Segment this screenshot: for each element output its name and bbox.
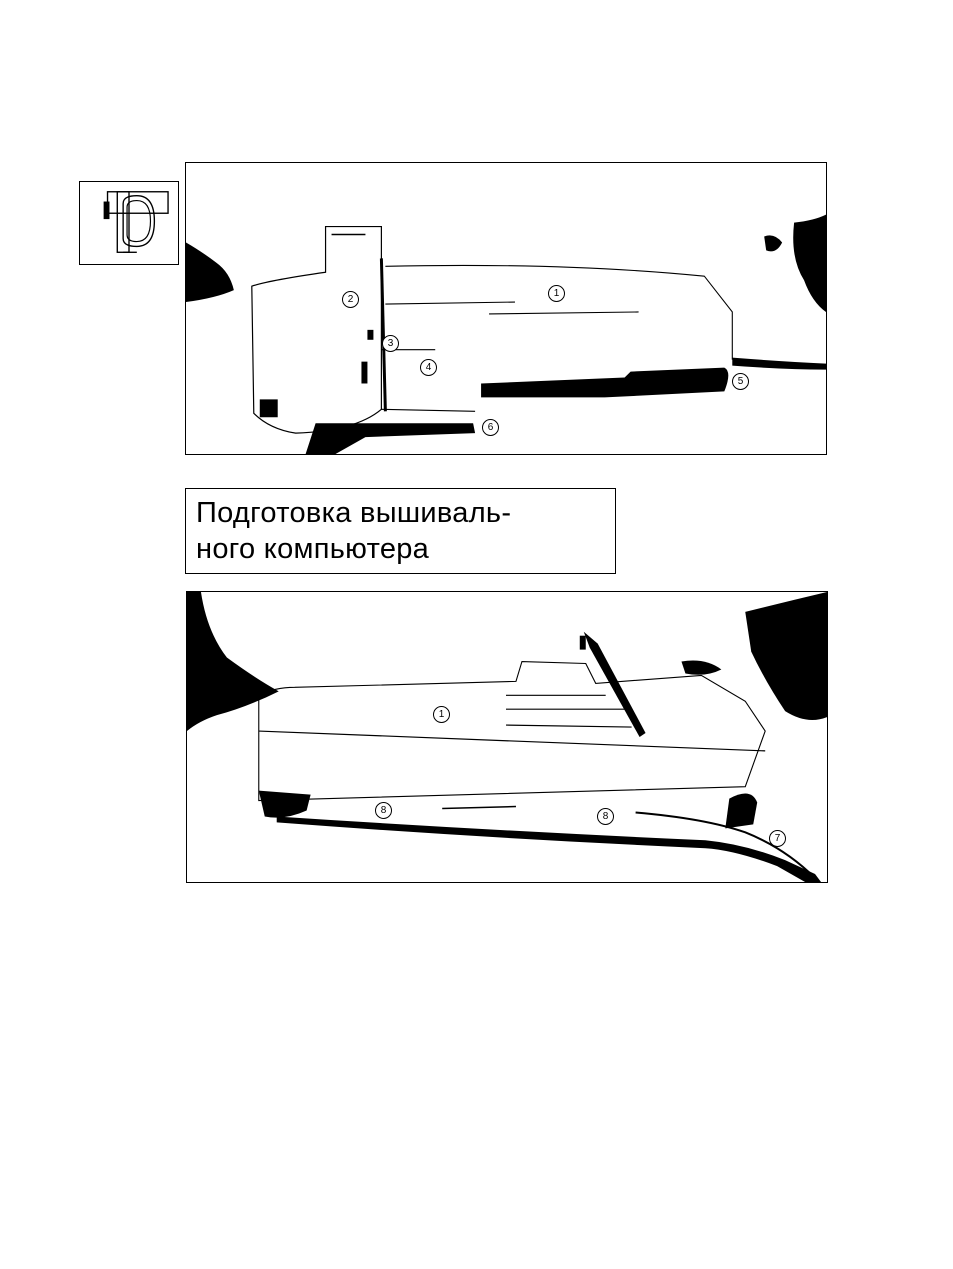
callout-8b: 8 — [597, 808, 614, 825]
embroidery-unit-photo-top — [185, 162, 827, 455]
section-title-line-2: ного компьютера — [196, 533, 430, 565]
callout-8a: 8 — [375, 802, 392, 819]
callout-1: 1 — [433, 706, 450, 723]
section-title — [185, 488, 616, 574]
callout-4: 4 — [420, 359, 437, 376]
callout-3: 3 — [382, 335, 399, 352]
callout-5: 5 — [732, 373, 749, 390]
callout-6: 6 — [482, 419, 499, 436]
embroidery-hoop-icon — [79, 181, 179, 265]
callout-2: 2 — [342, 291, 359, 308]
section-title-line-1: Подготовка вышиваль- — [196, 497, 512, 529]
embroidery-unit-photo-bottom — [186, 591, 828, 883]
callout-7: 7 — [769, 830, 786, 847]
callout-1: 1 — [548, 285, 565, 302]
